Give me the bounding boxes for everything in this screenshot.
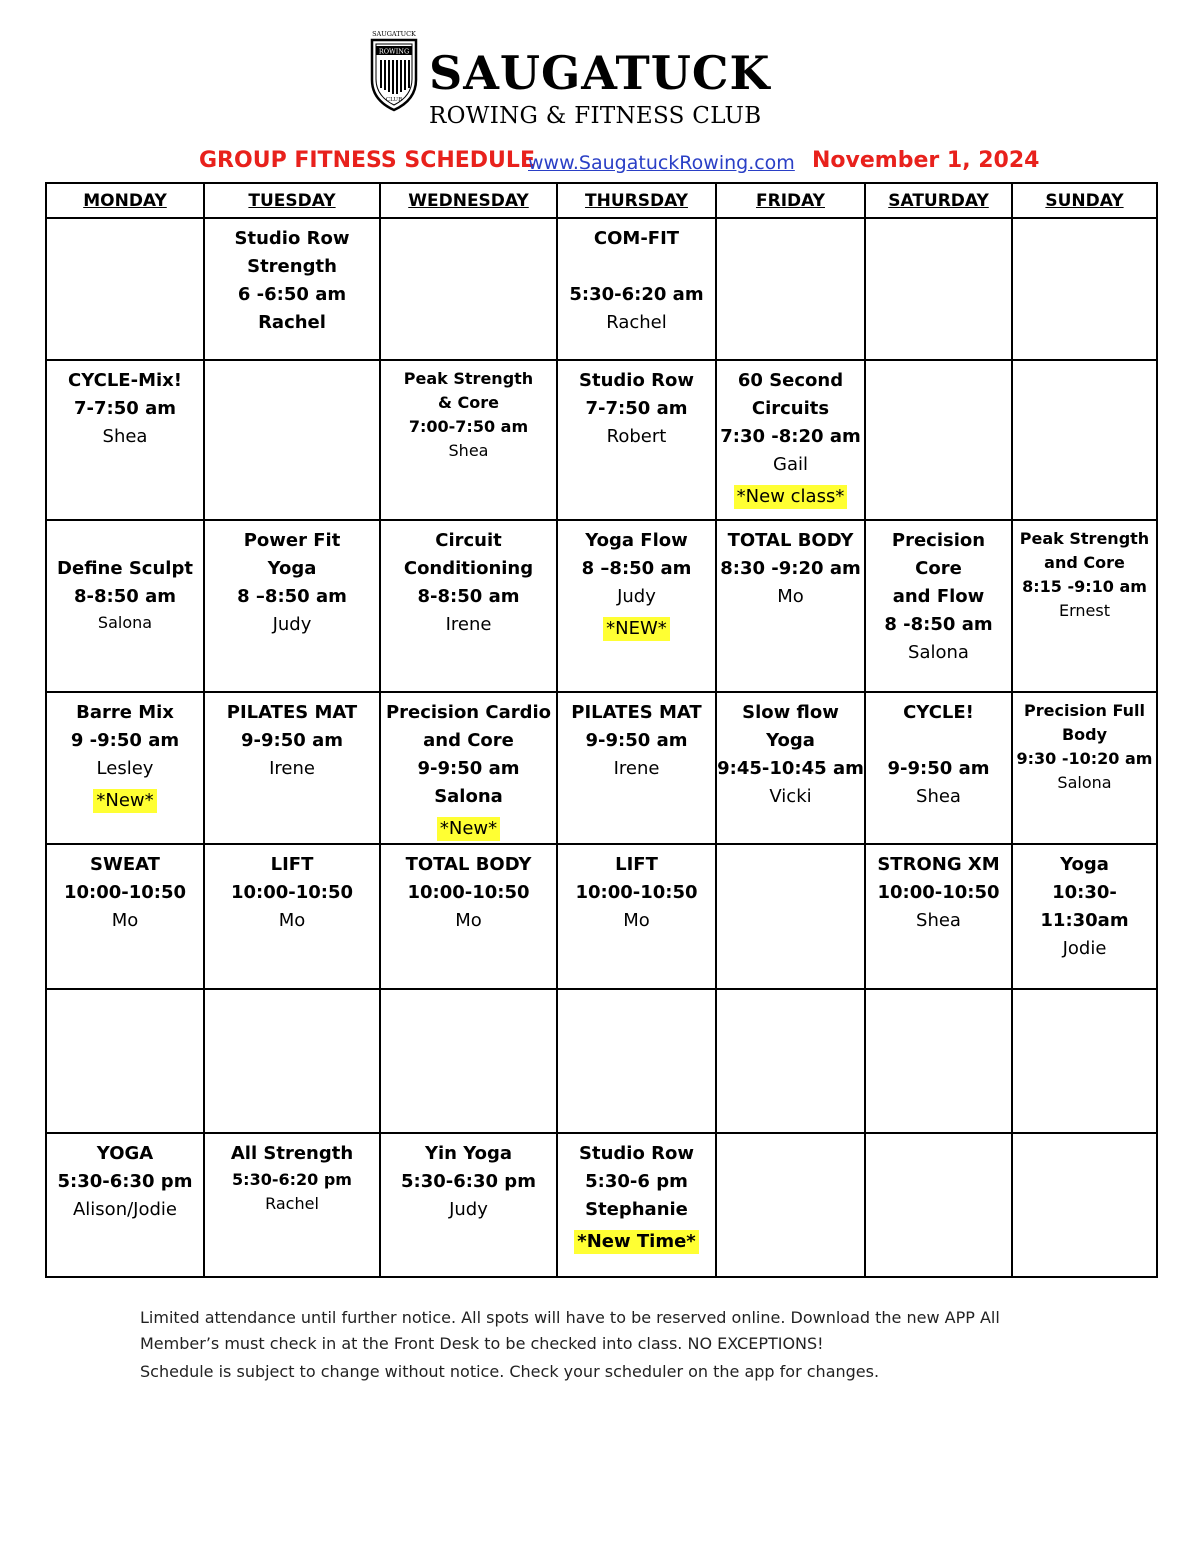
class-line: PILATES MAT [226, 702, 358, 723]
schedule-date: November 1, 2024 [812, 148, 1040, 173]
schedule-notes [140, 1305, 1040, 1385]
class-cell [46, 360, 204, 520]
class-cell [46, 692, 204, 844]
class-line: Circuits [751, 398, 830, 419]
class-line: Yoga Flow [585, 530, 688, 551]
class-instructor: Rachel [606, 312, 667, 333]
class-instructor: Robert [606, 426, 667, 447]
class-line: 10:00-10:50 [230, 882, 354, 903]
class-line: 8 –8:50 am [581, 558, 692, 579]
class-line: 7-7:50 am [74, 398, 176, 419]
time-slot-row [46, 520, 1157, 692]
class-instructor: Jodie [1062, 938, 1107, 959]
class-line: Rachel [258, 312, 326, 333]
class-cell [716, 218, 865, 360]
new-badge: *New* [93, 789, 156, 813]
class-instructor: Salona [97, 613, 153, 632]
schedule-table [45, 182, 1158, 1278]
class-cell [865, 989, 1012, 1133]
class-line: 8-8:50 am [417, 586, 520, 607]
class-line: 10:00-10:50 [407, 882, 530, 903]
class-line: 5:30-6:30 pm [401, 1171, 536, 1192]
class-cell [204, 989, 380, 1133]
class-line: Precision Core [891, 530, 986, 579]
class-line: Precision Full [1024, 701, 1145, 720]
class-line: Precision Cardio [385, 702, 552, 723]
note-line: Limited attendance until further notice. All spots will have to be reserved online. Download the new APP All [140, 1308, 1000, 1327]
class-instructor: Irene [613, 758, 660, 779]
class-line [558, 253, 715, 281]
class-instructor: Irene [269, 758, 315, 779]
class-line: Define Sculpt [57, 558, 193, 579]
class-cell [380, 360, 557, 520]
class-cell [557, 989, 716, 1133]
time-slot-row [46, 989, 1157, 1133]
class-line: Yoga [1060, 854, 1109, 875]
class-cell [865, 218, 1012, 360]
class-instructor: Judy [272, 614, 312, 635]
class-line: Slow flow [742, 702, 839, 723]
class-line: COM-FIT [593, 228, 680, 249]
class-line: 9-9:50 am [585, 730, 688, 751]
crest-icon [366, 28, 422, 112]
class-cell [865, 692, 1012, 844]
class-cell [204, 844, 380, 989]
new-badge: *New Time* [574, 1230, 698, 1254]
club-logo [366, 28, 786, 129]
schedule-title: GROUP FITNESS SCHEDULE [199, 148, 535, 173]
class-line: SWEAT [90, 854, 160, 875]
class-cell [204, 520, 380, 692]
svg-text:CLUB: CLUB [385, 97, 403, 103]
class-line: YOGA [96, 1143, 154, 1164]
class-instructor: Lesley [96, 758, 154, 779]
class-line: Barre Mix [76, 702, 174, 723]
class-line: 7-7:50 am [585, 398, 688, 419]
time-slot-row [46, 844, 1157, 989]
class-line: Yoga [267, 558, 317, 579]
class-line: 8 -8:50 am [884, 614, 993, 635]
class-instructor: Mo [777, 586, 804, 607]
class-cell [716, 360, 865, 520]
class-cell [865, 360, 1012, 520]
class-cell [865, 1133, 1012, 1277]
class-cell [865, 844, 1012, 989]
class-cell [46, 989, 204, 1133]
day-header-wednesday: WEDNESDAY [380, 183, 557, 218]
class-line: 9-9:50 am [417, 758, 520, 779]
class-instructor: Judy [617, 586, 656, 607]
class-instructor: Irene [445, 614, 492, 635]
svg-text:SAUGATUCK: SAUGATUCK [372, 30, 416, 38]
class-instructor: Alison/Jodie [72, 1199, 177, 1220]
class-cell [380, 520, 557, 692]
class-line: 60 Second [737, 370, 844, 391]
class-cell [46, 1133, 204, 1277]
class-cell [380, 989, 557, 1133]
class-line: 9-9:50 am [241, 730, 343, 751]
class-line: 5:30-6 pm [585, 1171, 688, 1192]
class-cell [46, 520, 204, 692]
class-instructor: Shea [916, 910, 961, 931]
class-line: and Core [1044, 553, 1125, 572]
new-badge: *New class* [734, 485, 848, 509]
class-cell [380, 844, 557, 989]
class-line: & Core [438, 393, 499, 412]
day-header-tuesday: TUESDAY [204, 183, 380, 218]
class-line: PILATES MAT [571, 702, 702, 723]
new-badge: *NEW* [603, 617, 670, 641]
class-instructor: Shea [102, 426, 148, 447]
class-line: All Strength [230, 1143, 354, 1164]
class-line: 7:30 -8:20 am [720, 426, 861, 447]
class-line: 9:45-10:45 am [717, 758, 864, 779]
class-cell [1012, 844, 1157, 989]
class-cell [1012, 218, 1157, 360]
class-line [866, 727, 1011, 755]
class-line: TOTAL BODY [405, 854, 532, 875]
class-line: 6 -6:50 am [237, 284, 347, 305]
class-cell [204, 218, 380, 360]
class-cell [557, 520, 716, 692]
class-line: 8:15 -9:10 am [1022, 577, 1147, 596]
svg-text:ROWING: ROWING [378, 47, 410, 56]
class-line: Conditioning [403, 558, 534, 579]
class-cell [380, 692, 557, 844]
class-line: and Core [423, 730, 514, 751]
class-line: 10:00-10:50 [575, 882, 698, 903]
class-line: Studio Row [579, 370, 694, 391]
class-line: 10:00-10:50 [877, 882, 1000, 903]
class-cell [716, 520, 865, 692]
day-header-friday: FRIDAY [716, 183, 865, 218]
class-cell [380, 1133, 557, 1277]
class-line: CYCLE! [903, 702, 974, 723]
class-instructor: Mo [623, 910, 650, 931]
class-instructor: Shea [448, 441, 489, 460]
class-line: 5:30-6:30 pm [57, 1171, 193, 1192]
class-instructor: Salona [1057, 773, 1112, 792]
class-line: and Flow [892, 586, 985, 607]
class-cell [204, 1133, 380, 1277]
class-cell [716, 1133, 865, 1277]
class-time: 5:30-6:20 pm [232, 1170, 352, 1189]
time-slot-row [46, 360, 1157, 520]
class-line: Studio Row [579, 1143, 694, 1164]
class-line: 8-8:50 am [74, 586, 176, 607]
time-slot-row [46, 218, 1157, 360]
class-line: Body [1061, 725, 1108, 744]
website-link[interactable]: www.SaugatuckRowing.com [528, 152, 795, 174]
class-cell [1012, 989, 1157, 1133]
class-line: 9 -9:50 am [70, 730, 180, 751]
class-line: LIFT [615, 854, 658, 875]
class-line: 9-9:50 am [887, 758, 990, 779]
class-cell [1012, 360, 1157, 520]
class-line: STRONG XM [877, 854, 1000, 875]
class-instructor: Gail [773, 454, 808, 475]
class-cell [557, 1133, 716, 1277]
class-instructor: Judy [449, 1199, 488, 1220]
class-instructor: Vicki [769, 786, 812, 807]
logo-subtitle: ROWING & FITNESS CLUB [429, 103, 762, 129]
class-cell [557, 218, 716, 360]
class-instructor: Rachel [265, 1194, 319, 1213]
class-line: TOTAL BODY [727, 530, 854, 551]
class-line: Yin Yoga [424, 1143, 513, 1164]
class-instructor: Mo [455, 910, 482, 931]
day-header-sunday: SUNDAY [1012, 183, 1157, 218]
class-cell [557, 844, 716, 989]
day-header-thursday: THURSDAY [557, 183, 716, 218]
note-line: Member’s must check in at the Front Desk to be checked into class. NO EXCEPTIONS! [140, 1334, 824, 1353]
class-line: CYCLE-Mix! [68, 370, 182, 391]
class-cell [46, 218, 204, 360]
class-line: Yoga [766, 730, 815, 751]
class-time: 5:30-6:20 am [569, 284, 704, 305]
class-line: Salona [434, 786, 503, 807]
class-line: 10:30-11:30am [1040, 882, 1129, 931]
class-cell [1012, 692, 1157, 844]
class-cell [865, 520, 1012, 692]
class-instructor: Salona [908, 642, 969, 663]
class-line: 8:30 -9:20 am [720, 558, 861, 579]
class-line: Stephanie [585, 1199, 688, 1220]
time-slot-row [46, 1133, 1157, 1277]
class-line: Power Fit [243, 530, 341, 551]
class-cell [204, 692, 380, 844]
class-line: 7:00-7:50 am [408, 417, 529, 436]
day-header-monday: MONDAY [46, 183, 204, 218]
day-header-saturday: SATURDAY [865, 183, 1012, 218]
day-header-row [46, 183, 1157, 218]
class-cell [557, 692, 716, 844]
class-instructor: Mo [111, 910, 139, 931]
class-line: Peak Strength [403, 369, 534, 388]
new-badge: *New* [437, 817, 500, 841]
schedule-body [46, 218, 1157, 1277]
class-cell [1012, 1133, 1157, 1277]
class-line: Peak Strength [1019, 529, 1150, 548]
time-slot-row [46, 692, 1157, 844]
note-line: Schedule is subject to change without notice. Check your scheduler on the app for changes. [140, 1362, 880, 1381]
class-instructor: Shea [916, 786, 961, 807]
class-line: LIFT [270, 854, 314, 875]
class-cell [204, 360, 380, 520]
logo-title: SAUGATUCK [429, 46, 771, 100]
class-line: 9:30 -10:20 am [1016, 749, 1153, 768]
class-cell [46, 844, 204, 989]
class-line: 10:00-10:50 [63, 882, 187, 903]
class-instructor: Mo [278, 910, 306, 931]
class-cell [380, 218, 557, 360]
class-cell [716, 692, 865, 844]
class-line [47, 527, 203, 555]
class-cell [1012, 520, 1157, 692]
class-cell [716, 989, 865, 1133]
class-line: 8 –8:50 am [237, 586, 347, 607]
class-cell [716, 844, 865, 989]
class-line: Strength [247, 256, 337, 277]
class-cell [557, 360, 716, 520]
class-line: Studio Row [234, 228, 350, 249]
class-instructor: Ernest [1059, 601, 1110, 620]
class-line: Circuit [435, 530, 502, 551]
